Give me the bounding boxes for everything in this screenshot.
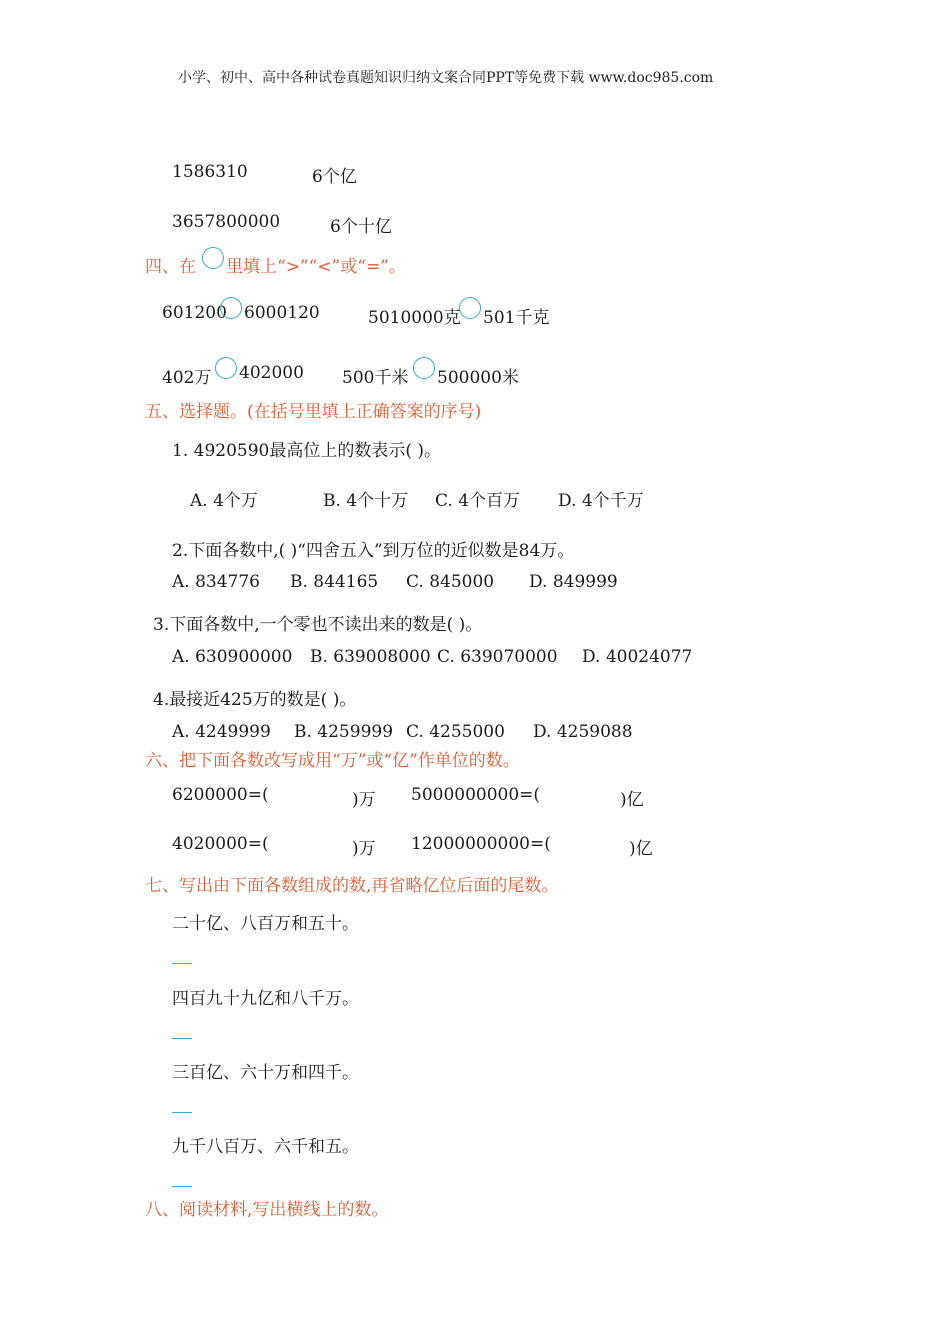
rewrite-2b-unit: )亿 bbox=[629, 839, 653, 859]
q4-option-c: C. 4255000 bbox=[406, 722, 505, 742]
answer-line-3[interactable] bbox=[172, 1112, 192, 1113]
q2-stem: 2.下面各数中,( )“四舍五入”到万位的近似数是84万。 bbox=[172, 541, 575, 561]
q1-option-b: B. 4个十万 bbox=[323, 491, 409, 511]
answer-line-2[interactable] bbox=[172, 1038, 192, 1039]
q2-option-b: B. 844165 bbox=[290, 572, 379, 592]
compose-item-3: 三百亿、六十万和四千。 bbox=[172, 1063, 359, 1083]
section-6-title: 六、把下面各数改写成用“万”或“亿”作单位的数。 bbox=[145, 751, 520, 771]
q4-stem: 4.最接近425万的数是( )。 bbox=[153, 690, 357, 710]
section-7-title: 七、写出由下面各数组成的数,再省略亿位后面的尾数。 bbox=[145, 876, 559, 896]
compare-2-circle-icon[interactable] bbox=[459, 297, 481, 319]
rewrite-1b-unit: )亿 bbox=[620, 790, 644, 810]
answer-line-4[interactable] bbox=[172, 1186, 192, 1187]
section-4-title-b: 里填上“>”“<”或“=”。 bbox=[226, 257, 406, 277]
top-row-2-meaning: 6个十亿 bbox=[330, 217, 392, 237]
q1-stem: 1. 4920590最高位上的数表示( )。 bbox=[172, 441, 442, 461]
q3-option-a: A. 630900000 bbox=[172, 647, 293, 667]
q2-option-a: A. 834776 bbox=[172, 572, 260, 592]
rewrite-2b-number: 12000000000=( bbox=[411, 834, 551, 854]
q3-option-c: C. 639070000 bbox=[437, 647, 558, 667]
q3-option-b: B. 639008000 bbox=[310, 647, 431, 667]
compare-3-left: 402万 bbox=[162, 368, 212, 388]
q2-option-d: D. 849999 bbox=[529, 572, 618, 592]
compare-2-left: 5010000克 bbox=[368, 308, 461, 328]
section-5-title: 五、选择题。(在括号里填上正确答案的序号) bbox=[145, 402, 482, 422]
section-8-title: 八、阅读材料,写出横线上的数。 bbox=[145, 1200, 389, 1220]
compose-item-1: 二十亿、八百万和五十。 bbox=[172, 914, 359, 934]
compare-4-circle-icon[interactable] bbox=[413, 357, 435, 379]
rewrite-2a-number: 4020000=( bbox=[172, 834, 269, 854]
top-row-2-number: 3657800000 bbox=[172, 212, 281, 232]
compare-3-right: 402000 bbox=[239, 363, 304, 383]
section-4-title-a: 四、在 bbox=[145, 257, 196, 277]
compose-item-2: 四百九十九亿和八千万。 bbox=[172, 989, 359, 1009]
compare-1-circle-icon[interactable] bbox=[220, 297, 242, 319]
rewrite-2a-unit: )万 bbox=[352, 839, 376, 859]
compare-1-right: 6000120 bbox=[244, 303, 320, 323]
q2-option-c: C. 845000 bbox=[406, 572, 495, 592]
compare-4-left: 500千米 bbox=[342, 368, 409, 388]
compare-2-right: 501千克 bbox=[483, 308, 550, 328]
rewrite-1a-number: 6200000=( bbox=[172, 785, 269, 805]
compare-circle-icon bbox=[202, 247, 224, 269]
q1-option-d: D. 4个千万 bbox=[558, 491, 644, 511]
rewrite-1a-unit: )万 bbox=[352, 790, 376, 810]
q1-option-a: A. 4个万 bbox=[190, 491, 258, 511]
compare-1-left: 601200 bbox=[162, 303, 227, 323]
rewrite-1b-number: 5000000000=( bbox=[411, 785, 541, 805]
answer-line-1[interactable] bbox=[172, 963, 192, 964]
q1-option-c: C. 4个百万 bbox=[435, 491, 521, 511]
page-header: 小学、初中、高中各种试卷真题知识归纳文案合同PPT等免费下载 www.doc985.com bbox=[178, 70, 714, 86]
compose-item-4: 九千八百万、六千和五。 bbox=[172, 1137, 359, 1157]
q3-stem: 3.下面各数中,一个零也不读出来的数是( )。 bbox=[153, 615, 483, 635]
q3-option-d: D. 40024077 bbox=[582, 647, 693, 667]
q4-option-b: B. 4259999 bbox=[294, 722, 394, 742]
top-row-1-number: 1586310 bbox=[172, 162, 248, 182]
top-row-1-meaning: 6个亿 bbox=[312, 167, 357, 187]
q4-option-a: A. 4249999 bbox=[172, 722, 271, 742]
compare-3-circle-icon[interactable] bbox=[215, 357, 237, 379]
compare-4-right: 500000米 bbox=[437, 368, 519, 388]
q4-option-d: D. 4259088 bbox=[533, 722, 633, 742]
